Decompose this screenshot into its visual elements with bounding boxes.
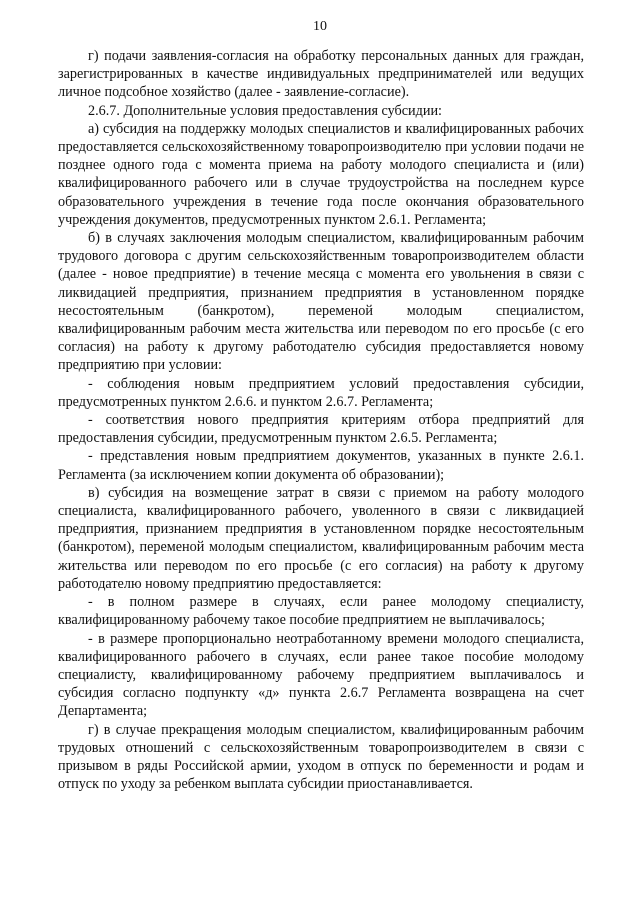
paragraph-condition-compliance: - соблюдения новым предприятием условий предоставления субсидии, предусмотренных пунктом 2.6.6. и пунктом 2.6.7. Регламента; (58, 375, 584, 410)
paragraph-full-amount: - в полном размере в случаях, если ранее молодому специалисту, квалифицированному рабочему такое пособие предприятием не выплачивалось; (58, 594, 584, 629)
paragraph-g-suspension: г) в случае прекращения молодым специалистом, квалифицированным рабочим трудовых отношений с сельскохозяйственным товаропроизводителем в связи с призывом в ряды Российской армии, уходом в отпуск по беременности и родам и отпуск по уходу за ребенком выплата субсидии приостанавливается. (58, 721, 584, 793)
paragraph-v-reimbursement: в) субсидия на возмещение затрат в связи с приемом на работу молодого специалиста, квалифицированного рабочего, уволенного в связи с ликвидацией предприятия, признанием предприятия в установленном порядке несостоятельным (банкротом), переменой молодым специалистом, квалифицированным рабочим места жительства или переводом по его просьбе (с его согласия) на работу к другому работодателю новому предприятию предоставляется: (58, 484, 584, 592)
paragraph-condition-documents: - представления новым предприятием документов, указанных в пункте 2.6.1. Регламента (за исключением копии документа об образовании); (58, 448, 584, 483)
document-body (58, 47, 584, 793)
paragraph-g-consent: г) подачи заявления-согласия на обработку персональных данных для граждан, зарегистрированных в качестве индивидуальных предпринимателей или ведущих личное подсобное хозяйство (далее - заявление-согласие). (58, 48, 584, 101)
page-number: 10 (313, 19, 327, 34)
paragraph-b-new-employer: б) в случаях заключения молодым специалистом, квалифицированным рабочим трудового договора с другим сельскохозяйственным товаропроизводителем области (далее - новое предприятие) в течение месяца с момента его увольнения в связи с ликвидацией предприятия, признанием предприятия в установленном порядке несостоятельным (банкротом), переменой молодым специалистом, квалифицированным рабочим места жительства или переводом по его просьбе (с его согласия) на работу к другому работодателю субсидия предоставляется новому предприятию при условии: (58, 230, 584, 374)
paragraph-condition-criteria: - соответствия нового предприятия критериям отбора предприятий для предоставления субсидии, предусмотренным пунктом 2.6.5. Регламента; (58, 412, 584, 447)
paragraph-proportional-amount: - в размере пропорционально неотработанному времени молодого специалиста, квалифицированного рабочего в случаях, если ранее такое пособие молодому специалисту, квалифицированному рабочему предприятием выплачивалось и субсидия согласно подпункту «д» пункта 2.6.7 Регламента возвращена на счет Департамента; (58, 630, 584, 720)
paragraph-2-6-7-heading: 2.6.7. Дополнительные условия предоставления субсидии: (88, 102, 442, 119)
paragraph-a-subsidy: а) субсидия на поддержку молодых специалистов и квалифицированных рабочих предоставляется сельскохозяйственному товаропроизводителю при условии подачи не позднее одного года с момента приема на работу молодого специалиста и (или) квалифицированного рабочего или в случае трудоустройства на последнем курсе образовательного учреждения в течение года после окончания образовательного учреждения документов, предусмотренных пунктом 2.6.1. Регламента; (58, 120, 584, 228)
